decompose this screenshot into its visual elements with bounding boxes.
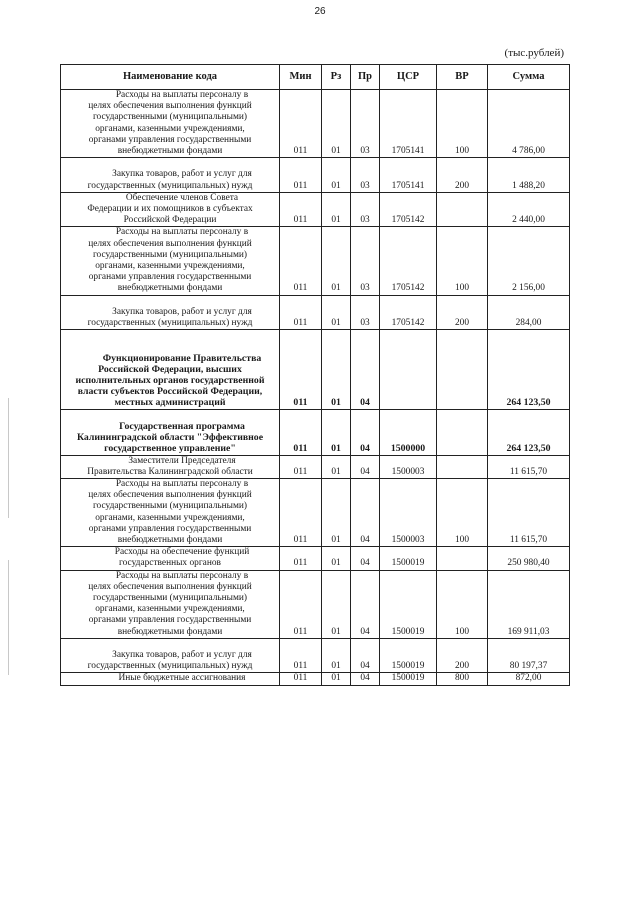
row-pr: 04 [351,455,380,478]
row-vr: 100 [437,227,488,295]
row-name-line [63,296,277,307]
row-name [61,158,280,193]
row-name-line: внебюджетными фондами [117,534,223,545]
row-name-line: государственными (муниципальными) [92,501,248,512]
row-sum: 2 440,00 [488,192,570,227]
row-name-line: Закупка товаров, работ и услуг для [112,649,252,660]
table-row [61,570,570,638]
row-sum: 250 980,40 [488,547,570,570]
row-rz: 01 [322,295,351,330]
header-rz: Рз [322,65,351,90]
row-name-line: государственных органов [119,558,221,569]
row-name-line: органами управления государственными [88,615,252,626]
row-pr: 04 [351,478,380,546]
budget-table [60,64,570,686]
row-vr [437,547,488,570]
row-min: 011 [280,455,322,478]
units-label: (тыс.рублей) [504,47,564,59]
row-vr [437,330,488,409]
row-min: 011 [280,478,322,546]
row-vr [437,455,488,478]
margin-mark [8,398,9,518]
row-csr: 1705141 [380,90,437,158]
row-name-line: органами управления государственными [88,134,252,145]
row-csr: 1705142 [380,192,437,227]
header-vr: ВР [437,65,488,90]
row-min: 011 [280,673,322,685]
row-vr: 100 [437,570,488,638]
row-name-line: Расходы на выплаты персоналу в [115,478,249,489]
row-sum: 264 123,50 [488,409,570,455]
row-name-line: целях обеспечения выполнения функций [88,238,252,249]
row-name-line: государственными (муниципальными) [92,592,248,603]
row-csr: 1500003 [380,455,437,478]
row-name [61,673,280,685]
row-name [61,570,280,638]
row-name-line: государственными (муниципальными) [92,249,248,260]
row-min: 011 [280,227,322,295]
row-sum: 264 123,50 [488,330,570,409]
row-name-line: Федерации и их помощников в субъектах [87,204,253,215]
row-pr: 04 [351,638,380,673]
table-row [61,330,570,409]
row-min: 011 [280,90,322,158]
row-vr [437,192,488,227]
row-pr: 04 [351,547,380,570]
row-pr: 03 [351,192,380,227]
header-pr: Пр [351,65,380,90]
row-name [61,227,280,295]
row-rz: 01 [322,478,351,546]
row-name [61,478,280,546]
row-csr: 1500019 [380,547,437,570]
row-vr: 200 [437,158,488,193]
page-number: 26 [314,6,326,17]
row-rz: 01 [322,90,351,158]
table-row [61,227,570,295]
row-name [61,90,280,158]
row-name [61,409,280,455]
row-pr: 03 [351,227,380,295]
row-name [61,192,280,227]
row-min: 011 [280,295,322,330]
row-vr [437,409,488,455]
row-name-line: Расходы на выплаты персоналу в [115,570,249,581]
row-name-line: Расходы на выплаты персоналу в [115,90,249,100]
row-rz: 01 [322,158,351,193]
row-sum: 11 615,70 [488,455,570,478]
row-min: 011 [280,158,322,193]
table-row [61,478,570,546]
row-name [61,455,280,478]
table-row [61,295,570,330]
table-row [61,90,570,158]
row-vr: 800 [437,673,488,685]
row-name-line [63,158,277,169]
row-pr: 03 [351,295,380,330]
row-name-line: Правительства Калининградской области [87,466,253,477]
header-name: Наименование кода [61,65,280,90]
row-min: 011 [280,547,322,570]
row-rz: 01 [322,192,351,227]
table-row [61,192,570,227]
row-name-line: целях обеспечения выполнения функций [88,581,252,592]
row-pr: 04 [351,330,380,409]
row-name [61,295,280,330]
row-name-line: Функционирование Правительства [102,352,262,364]
row-csr: 1500003 [380,478,437,546]
row-name-line: государственных (муниципальных) нужд [87,180,253,191]
row-name-line: Закупка товаров, работ и услуг для [112,169,252,180]
row-name-line: исполнительных органов государственной [75,375,265,387]
row-sum: 80 197,37 [488,638,570,673]
row-pr: 04 [351,409,380,455]
table-row [61,158,570,193]
row-sum: 169 911,03 [488,570,570,638]
row-name-line: органами, казенными учреждениями, [95,261,245,272]
row-name-line: государственных (муниципальных) нужд [87,661,253,672]
header-csr: ЦСР [380,65,437,90]
row-name-line: власти субъектов Российской Федерации, [77,386,263,398]
row-name-line: государственное управление" [104,443,236,455]
margin-mark [8,560,9,675]
row-vr: 100 [437,90,488,158]
row-min: 011 [280,330,322,409]
row-name-line [63,341,277,352]
row-rz: 01 [322,455,351,478]
row-rz: 01 [322,547,351,570]
row-min: 011 [280,638,322,673]
row-name-line: Российской Федерации [123,215,217,226]
row-min: 011 [280,192,322,227]
row-name-line: органами, казенными учреждениями, [95,123,245,134]
row-rz: 01 [322,638,351,673]
row-vr: 200 [437,638,488,673]
row-name-line: внебюджетными фондами [117,146,223,157]
table-row [61,409,570,455]
row-vr: 100 [437,478,488,546]
row-rz: 01 [322,409,351,455]
row-name-line: государственными (муниципальными) [92,112,248,123]
row-name-line: Иные бюджетные ассигнования [118,673,246,684]
row-name-line [63,639,277,650]
table-row [61,455,570,478]
row-csr: 1705141 [380,158,437,193]
row-sum: 2 156,00 [488,227,570,295]
row-csr: 1500019 [380,673,437,685]
table-header-row [61,65,570,90]
row-vr: 200 [437,295,488,330]
row-name-line: органами, казенными учреждениями, [95,512,245,523]
row-sum: 1 488,20 [488,158,570,193]
row-pr: 04 [351,673,380,685]
row-pr: 03 [351,158,380,193]
row-csr: 1705142 [380,295,437,330]
row-rz: 01 [322,673,351,685]
row-name-line: местных администраций [114,397,226,409]
row-rz: 01 [322,570,351,638]
row-name-line: Государственная программа [119,420,245,432]
row-csr: 1705142 [380,227,437,295]
row-name-line: Расходы на выплаты персоналу в [115,227,249,238]
row-name-line: органами управления государственными [88,272,252,283]
row-name-line: целях обеспечения выполнения функций [88,490,252,501]
row-name-line: Российской Федерации, высших [98,363,242,375]
row-name [61,547,280,570]
row-name-line: Расходы на обеспечение функций [114,547,250,558]
row-pr: 03 [351,90,380,158]
row-name-line: органами, казенными учреждениями, [95,604,245,615]
row-csr [380,330,437,409]
row-name-line: органами управления государственными [88,523,252,534]
row-csr: 1500019 [380,638,437,673]
row-name-line: государственных (муниципальных) нужд [87,318,253,329]
table-row [61,547,570,570]
row-name-line: Закупка товаров, работ и услуг для [112,306,252,317]
row-sum: 872,00 [488,673,570,685]
row-name-line [63,330,277,341]
row-name [61,330,280,409]
row-name-line: внебюджетными фондами [117,626,223,637]
row-sum: 11 615,70 [488,478,570,546]
row-csr: 1500000 [380,409,437,455]
header-sum: Сумма [488,65,570,90]
row-sum: 4 786,00 [488,90,570,158]
row-name-line: целях обеспечения выполнения функций [88,101,252,112]
row-name-line: Обеспечение членов Совета [125,192,239,203]
row-rz: 01 [322,227,351,295]
row-name [61,638,280,673]
row-csr: 1500019 [380,570,437,638]
row-name-line [63,410,277,421]
row-name-line: Калининградской области "Эффективное [76,432,264,444]
row-name-line: Заместители Председателя [128,455,236,466]
row-name-line: внебюджетными фондами [117,283,223,294]
table-row [61,673,570,685]
table-row [61,638,570,673]
row-pr: 04 [351,570,380,638]
header-min: Мин [280,65,322,90]
row-min: 011 [280,570,322,638]
table-body [61,90,570,686]
row-min: 011 [280,409,322,455]
row-rz: 01 [322,330,351,409]
row-sum: 284,00 [488,295,570,330]
